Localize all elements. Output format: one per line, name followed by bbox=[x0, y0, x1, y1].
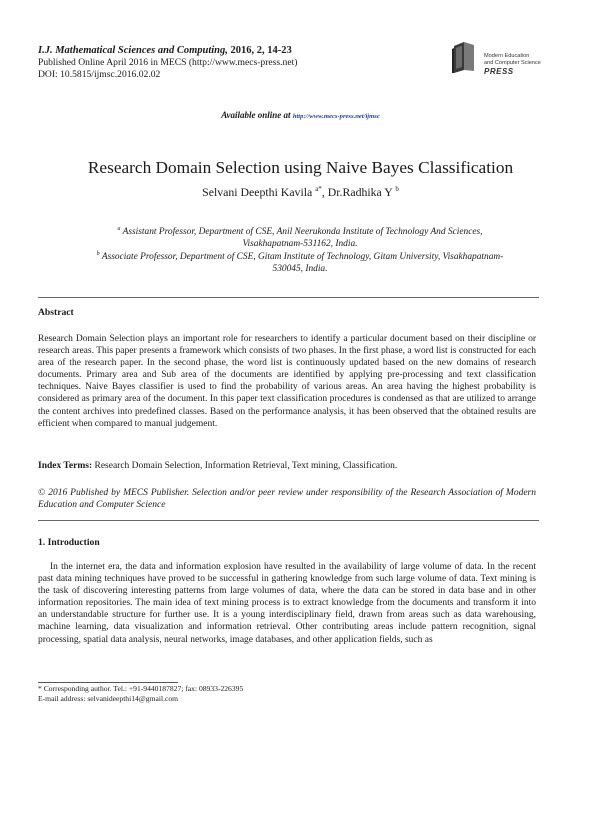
index-terms bbox=[38, 460, 536, 472]
divider bbox=[38, 520, 539, 521]
paper-title: Research Domain Selection using Naive Bayes Classification bbox=[87, 158, 514, 177]
abstract-text: Research Domain Selection plays an important role for researchers to identify a particular document based on their discipline or research areas. This paper presents a framework which consists of two phases. In the first phase, a word list is constructed for each area of the research paper. In the second phase, the word list is continuously updated based on the new domains of research documents. Primary area and Sub area of the documents are identified by applying pre-processing and text classification techniques. Naive Bayes classifier is used to find the probability of various areas. An area having the highest probability is considered as primary area of the document. In this paper text classification procedures is condensed as that are utilized to arrange the content archives into predefined classes. Based on the performance analysis, it has been observed that the obtained results are efficient when compared to manual judgement. bbox=[38, 334, 536, 429]
journal-url-link[interactable]: http://www.mecs-press.net/ijmsc bbox=[292, 113, 380, 120]
journal-citation bbox=[38, 44, 438, 57]
published-online: Published Online April 2016 in MECS (http://www.mecs-press.net) bbox=[38, 57, 298, 68]
journal-header bbox=[38, 44, 438, 80]
book-logo-icon bbox=[450, 40, 478, 74]
author-name: Selvani Deepthi Kavila bbox=[202, 185, 313, 199]
affiliation-line: Associate Professor, Department of CSE, Gitam Institute of Technology, Gitam University, Visakhapatnam- bbox=[101, 252, 504, 263]
author-affiliation-mark: a* bbox=[315, 185, 322, 194]
affiliation-a bbox=[60, 223, 540, 250]
divider bbox=[38, 297, 539, 298]
footnote-corresponding-author: * Corresponding author. Tel.: +91-9440187827; fax: 08933-226395 bbox=[38, 684, 244, 693]
journal-issue: 2016, 2, 14-23 bbox=[230, 45, 292, 56]
logo-text-press: PRESS bbox=[484, 67, 514, 76]
affiliation-mark: a bbox=[117, 226, 121, 232]
author-affiliation-mark: b bbox=[395, 185, 399, 194]
logo-text-line1: Modern Education bbox=[484, 53, 530, 59]
footnote-divider bbox=[38, 682, 178, 683]
copyright-notice: © 2016 Published by MECS Publisher. Selection and/or peer review under responsibility of the Research Association of Modern Education and Computer Science bbox=[38, 488, 536, 511]
author-list: Selvani Deepthi Kavila $^{a*}$, Dr.Radhika Y $^b$ bbox=[202, 185, 399, 199]
index-terms-values: Research Domain Selection, Information Retrieval, Text mining, Classification. bbox=[94, 461, 398, 471]
doi: DOI: 10.5815/ijmsc.2016.02.02 bbox=[38, 68, 161, 80]
affiliation-b bbox=[60, 248, 540, 275]
author-name: Dr.Radhika Y bbox=[327, 185, 393, 199]
index-terms-label: Index Terms: bbox=[38, 461, 93, 471]
abstract-heading: Abstract bbox=[38, 307, 74, 318]
footnote-email: E-mail address: selvanideepthi14@gmail.com bbox=[38, 694, 179, 703]
available-online bbox=[0, 110, 601, 120]
journal-name: I.J. Mathematical Sciences and Computing, bbox=[38, 45, 228, 56]
available-online-label: Available online at bbox=[221, 110, 291, 120]
publisher-logo bbox=[444, 40, 554, 82]
affiliation-mark: b bbox=[96, 251, 100, 257]
introduction-heading: 1. Introduction bbox=[38, 537, 100, 548]
logo-text-line2: and Computer Science bbox=[484, 60, 541, 66]
affiliation-line: Visakhapatnam-531162, India. bbox=[242, 239, 358, 250]
affiliation-line: 530045, India. bbox=[272, 264, 328, 275]
introduction-text: In the internet era, the data and information explosion have resulted in the availability of large volume of data. In the recent past data mining techniques have proved to be successful in gathering knowledge from such large volume of data. Text mining is the task of discovering interesting patterns from large volumes of data, where the data can be stored in data base and in other information repositories. The main idea of text mining process is to extract knowledge from the documents and transform it into an understandable structure for further use. It is a young interdisciplinary field, drawn from areas such as data warehousing, machine learning, data visualization and information retrieval. Other contributing areas include pattern recognition, signal processing, spatial data analysis, neural networks, image databases, and other application fields, such as bbox=[38, 562, 536, 645]
affiliation-line: Assistant Professor, Department of CSE, Anil Neerukonda Institute of Technology And Sciences, bbox=[122, 227, 483, 238]
